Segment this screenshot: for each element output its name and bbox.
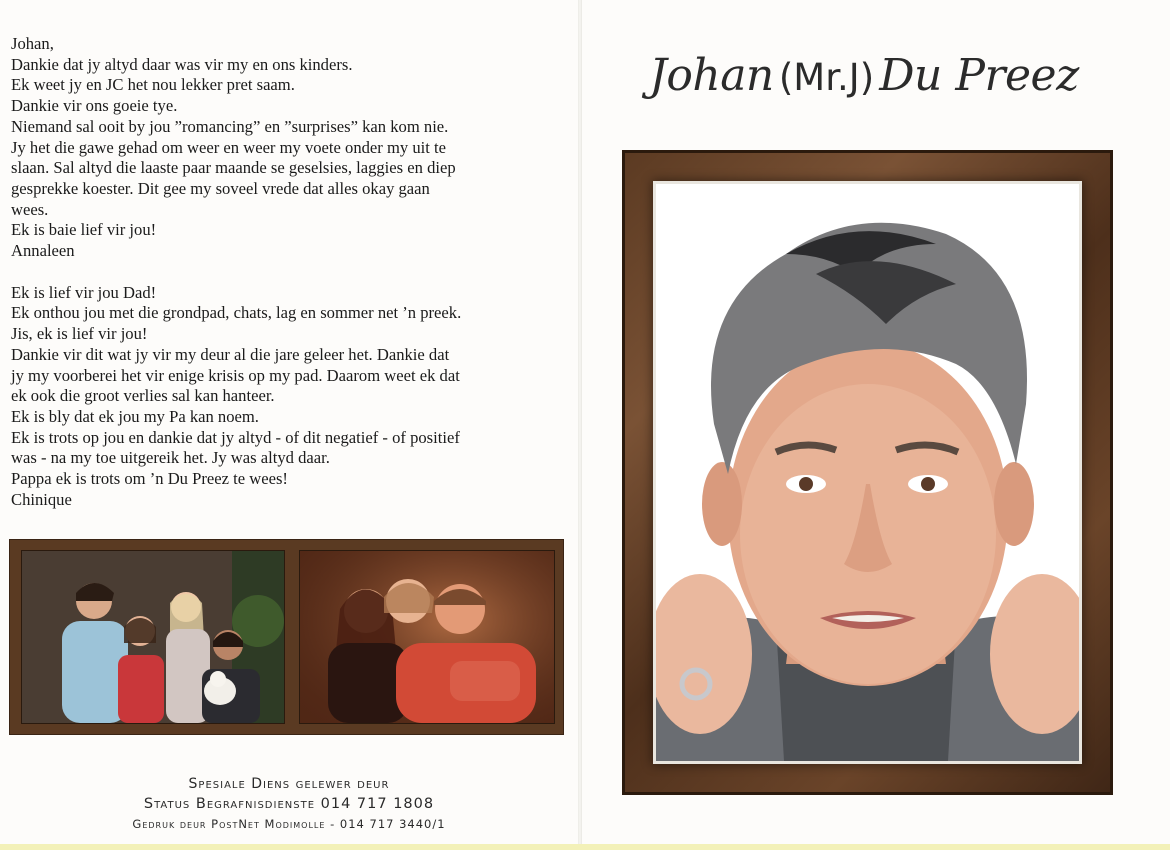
message-line: Ek is trots op jou en dankie dat jy altyd - of dit negatief - of positief (11, 427, 460, 447)
message-line: Dankie vir dit wat jy vir my deur al die jare geleer het. Dankie dat (11, 344, 450, 364)
message-line: Ek is bly dat ek jou my Pa kan noem. (11, 406, 259, 426)
paper-edge (0, 844, 1170, 850)
last-name: Du Preez (879, 50, 1079, 101)
message-line: ek ook die groot verlies sal kan hanteer. (11, 386, 275, 406)
family-group-photo (21, 550, 285, 724)
tribute-message (11, 34, 531, 510)
portrait-frame (623, 151, 1112, 794)
message-line: Jis, ek is lief vir jou! (11, 324, 148, 344)
message-line: Chinique (11, 489, 72, 509)
center-fold (578, 0, 582, 850)
message-line: slaan. Sal altyd die laaste paar maande se geselsies, laggies en diep (11, 158, 456, 178)
message-line: Jy het die gawe gehad om weer en weer my voete onder my uit te (11, 137, 446, 157)
portrait-photo (656, 184, 1079, 761)
nickname: (Mr.J) (778, 56, 875, 99)
message-line: Johan, (11, 34, 54, 53)
message-line: was - na my toe uitgereik het. Jy was altyd daar. (11, 448, 330, 468)
message-line: gesprekke koester. Dit gee my soveel vrede dat alles okay gaan (11, 178, 430, 198)
couple-photo (299, 550, 555, 724)
message-spacer (11, 262, 531, 283)
service-credit: Spesiale Diens gelewer deur (188, 776, 390, 792)
first-name: Johan (649, 50, 774, 101)
message-line: Annaleen (11, 241, 75, 261)
printer-credit: Gedruk deur PostNet Modimolle - 014 717 3440/1 (132, 817, 446, 831)
message-line: Niemand sal ooit by jou ”romancing” en ”surprises” kan kom nie. (11, 116, 449, 136)
message-line: Dankie vir ons goeie tye. (11, 96, 178, 116)
message-line: jy my voorberei het vir enige krisis op my pad. Daarom weet ek dat (11, 365, 460, 385)
message-line: Ek weet jy en JC het nou lekker pret saam. (11, 75, 295, 95)
message-line: Pappa ek is trots om ’n Du Preez te wees! (11, 469, 288, 489)
message-line: wees. (11, 199, 49, 219)
message-line: Ek onthou jou met die grondpad, chats, lag en sommer net ’n preek. (11, 303, 462, 323)
message-line: Dankie dat jy altyd daar was vir my en ons kinders. (11, 54, 353, 74)
funeral-home-credit: Status Begrafnisdienste 014 717 1808 (143, 796, 435, 812)
family-photo-frame (10, 540, 563, 734)
message-line: Ek is lief vir jou Dad! (11, 282, 157, 302)
deceased-name (604, 50, 1124, 130)
message-line: Ek is baie lief vir jou! (11, 220, 157, 240)
